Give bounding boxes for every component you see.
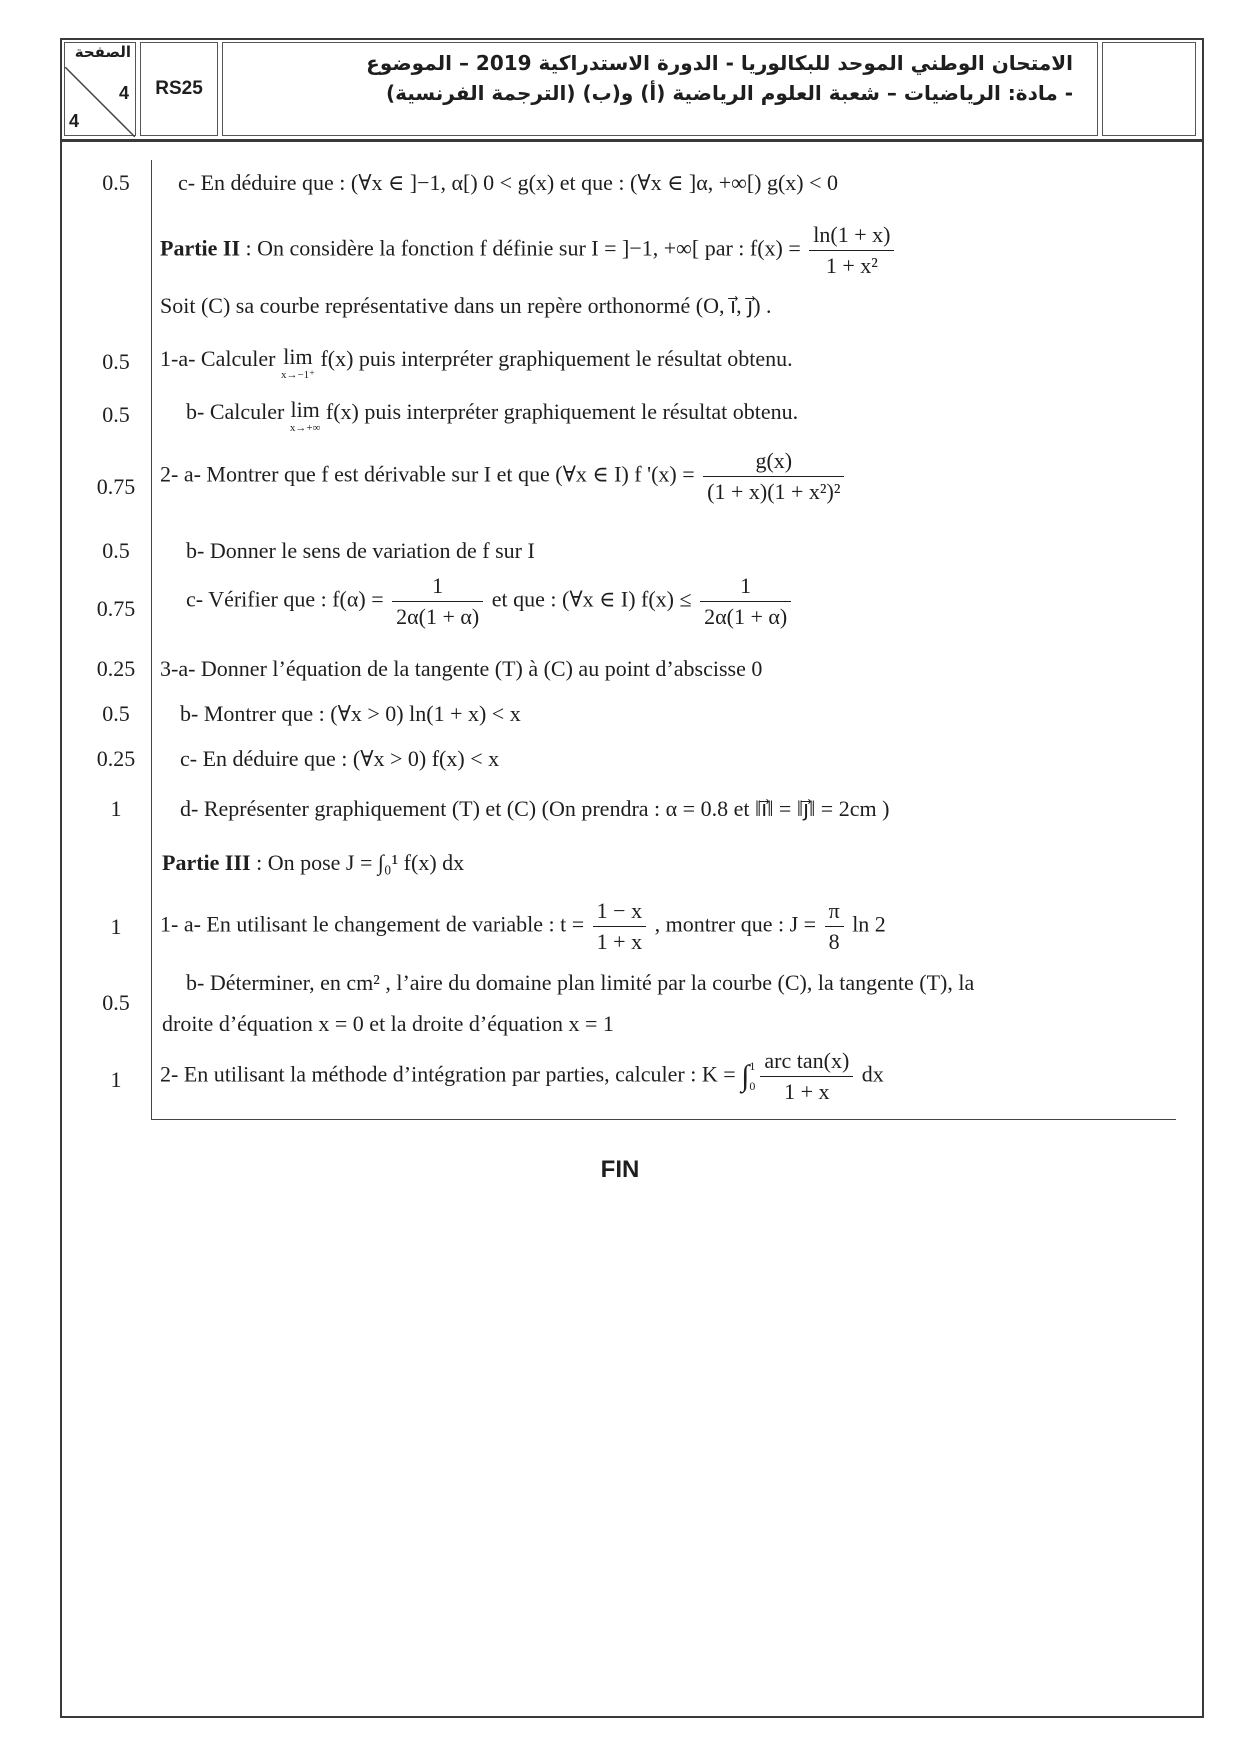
question-3a: 3-a- Donner l’équation de la tangente (T) à (C) au point d’abscisse 0 — [160, 656, 763, 681]
partie-2-intro — [160, 222, 897, 279]
q1a-pre: 1-a- Calculer — [160, 346, 281, 371]
q31a-fraction-1 — [593, 898, 646, 955]
score-q3b: 0.5 — [102, 701, 130, 726]
question-1c: c- En déduire que : (∀x ∈ ]−1, α[) 0 < g(x) et que : (∀x ∈ ]α, +∞[) g(x) < 0 — [178, 170, 839, 195]
score-q3-1b: 0.5 — [102, 990, 130, 1015]
question-3-2 — [160, 1048, 884, 1105]
q31a-fraction-2 — [825, 898, 844, 955]
q1b-lim-sub: x→+∞ — [289, 422, 321, 434]
question-2a — [160, 448, 847, 505]
q1b-pre: b- Calculer — [186, 399, 290, 424]
q1b-lim-word: lim — [290, 397, 320, 422]
f-numerator: ln(1 + x) — [809, 222, 894, 251]
exam-header — [60, 38, 1204, 142]
question-3-1b-line1: b- Déterminer, en cm² , l’aire du domaine plan limité par la courbe (C), la tangente (T), la — [186, 970, 975, 995]
q31a-num2: π — [825, 898, 844, 927]
q2a-denominator: (1 + x)(1 + x²)² — [707, 479, 841, 504]
question-3b: b- Montrer que : (∀x > 0) ln(1 + x) < x — [180, 701, 521, 726]
question-3-1b-line2: droite d’équation x = 0 et la droite d’équation x = 1 — [162, 1011, 614, 1036]
page-total: 4 — [69, 111, 80, 131]
f-definition-fraction — [809, 222, 894, 279]
page-frame — [60, 38, 1204, 1718]
exam-title-line1: الامتحان الوطني الموحد للبكالوريا - الدورة الاستدراكية 2019 – الموضوع — [366, 51, 1073, 75]
question-1a — [160, 346, 793, 381]
partie-3-label: Partie III — [162, 850, 251, 875]
integral-bounds — [749, 1057, 755, 1095]
content-bottom-rule — [151, 1119, 1176, 1120]
score-q2b: 0.5 — [102, 538, 130, 563]
score-q3d: 1 — [110, 796, 122, 821]
q2a-text: 2- a- Montrer que f est dérivable sur I et que (∀x ∈ I) f '(x) = — [160, 461, 701, 487]
q1b-post: f(x) puis interpréter graphiquement le résultat obtenu. — [320, 399, 799, 424]
q2c-den1: 2α(1 + α) — [396, 604, 480, 629]
score-q3-1a: 1 — [110, 914, 122, 939]
score-q1a: 0.5 — [102, 349, 130, 374]
score-q1c: 0.5 — [102, 170, 130, 195]
q2a-numerator: g(x) — [703, 448, 844, 477]
q32-fraction — [760, 1048, 853, 1105]
integral-upper-bound: 1 — [749, 1059, 756, 1074]
question-2b: b- Donner le sens de variation de f sur I — [186, 538, 535, 563]
partie-2-label: Partie II — [160, 235, 241, 261]
question-3-1a — [160, 898, 886, 955]
q31a-post: ln 2 — [846, 911, 886, 937]
q31a-den2: 8 — [828, 929, 840, 954]
q2c-fraction-2 — [700, 573, 791, 630]
subject-code: RS25 — [140, 42, 218, 136]
q31a-den1: 1 + x — [596, 929, 643, 954]
q2c-den2: 2α(1 + α) — [704, 604, 788, 629]
q2c-mid: et que : (∀x ∈ I) f(x) ≤ — [486, 586, 698, 612]
q1a-post: f(x) puis interpréter graphiquement le résultat obtenu. — [314, 346, 793, 371]
q32-post: dx — [856, 1061, 884, 1087]
score-q3a: 0.25 — [96, 656, 136, 681]
question-3c: c- En déduire que : (∀x > 0) f(x) < x — [180, 746, 500, 771]
partie-3-intro — [162, 850, 464, 876]
q2c-pre: c- Vérifier que : f(α) = — [186, 586, 390, 612]
score-q2c: 0.75 — [96, 596, 136, 621]
question-1b — [186, 399, 798, 434]
q2c-fraction-1 — [392, 573, 483, 630]
partie-2-text: : On considère la fonction f définie sur I = ]−1, +∞[ par : f(x) = — [240, 235, 807, 261]
score-q2a: 0.75 — [96, 474, 136, 499]
page-number-box — [64, 42, 136, 136]
q2c-num1: 1 — [392, 573, 483, 602]
exam-title-box — [222, 42, 1098, 136]
q1a-lim-sub: x→−1⁺ — [280, 369, 315, 381]
q1b-limit — [290, 399, 321, 434]
q32-pre: 2- En utilisant la méthode d’intégration par parties, calculer : K = — [160, 1061, 742, 1087]
q32-denominator: 1 + x — [784, 1079, 830, 1104]
q31a-pre: 1- a- En utilisant le changement de variable : t = — [160, 911, 590, 937]
f-denominator: 1 + x² — [825, 253, 878, 278]
blank-corner-box — [1102, 42, 1196, 136]
q31a-num1: 1 − x — [593, 898, 646, 927]
page-label: الصفحة — [74, 43, 131, 61]
end-marker: FIN — [600, 1156, 640, 1183]
q1a-lim-word: lim — [283, 344, 313, 369]
page-current: 4 — [118, 83, 129, 103]
q31a-mid: , montrer que : J = — [649, 911, 822, 937]
score-q3c: 0.25 — [96, 746, 136, 771]
exam-title-line2: - مادة: الرياضيات – شعبة العلوم الرياضية (أ) و(ب) (الترجمة الفرنسية) — [385, 81, 1073, 105]
q32-numerator: arc tan(x) — [760, 1048, 853, 1077]
question-3d: d- Représenter graphiquement (T) et (C) (On prendra : α = 0.8 et ‖i⃗‖ = ‖j⃗‖ = 2cm ) — [180, 796, 890, 821]
integral-lower-bound: 0 — [749, 1078, 756, 1093]
partie-3-text: : On pose J = ∫₀¹ f(x) dx — [250, 850, 465, 875]
q1a-limit — [281, 346, 315, 381]
q2c-num2: 1 — [700, 573, 791, 602]
question-2c — [186, 573, 794, 630]
score-q3-2: 1 — [110, 1067, 122, 1092]
integral-sign-icon: ∫ — [741, 1059, 750, 1093]
curve-intro: Soit (C) sa courbe représentative dans un repère orthonormé (O, i⃗, j⃗) . — [160, 293, 772, 318]
q2a-derivative-fraction — [703, 448, 844, 505]
score-column-divider — [151, 160, 152, 1120]
score-q1b: 0.5 — [102, 402, 130, 427]
